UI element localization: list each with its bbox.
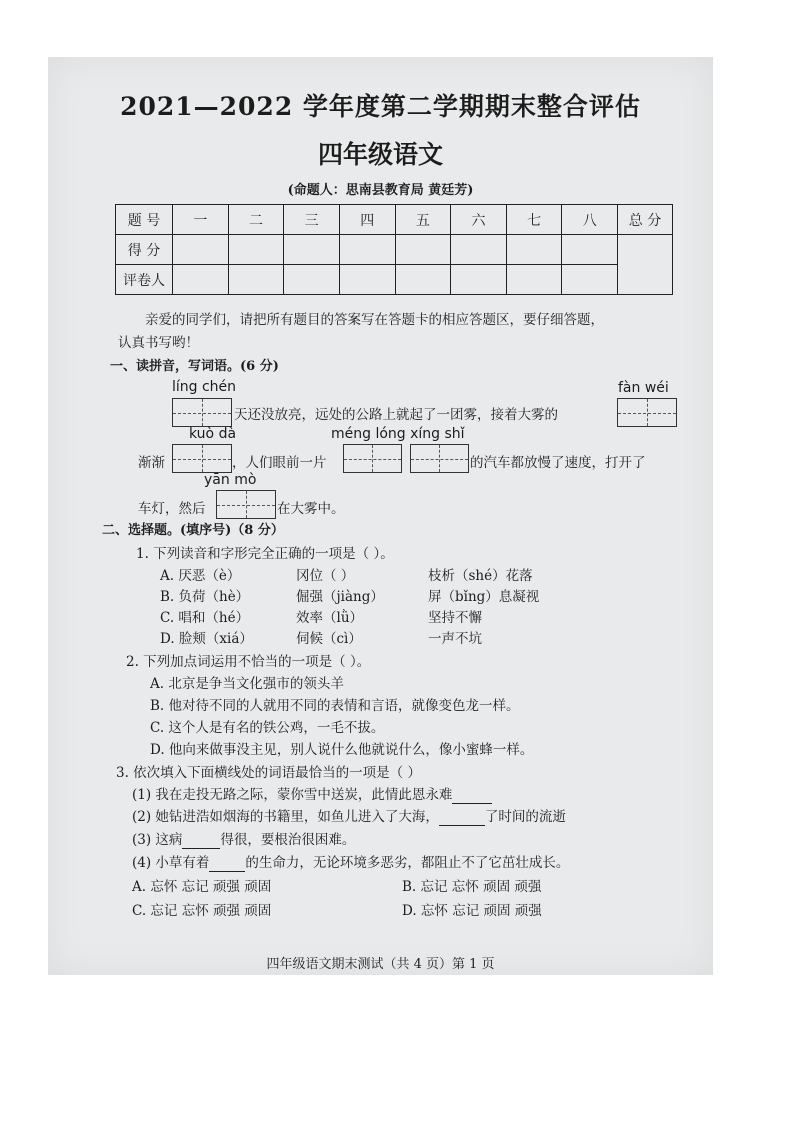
page-footer: 四年级语文期末测试（共 4 页）第 1 页 bbox=[266, 957, 495, 972]
grader-cell bbox=[284, 265, 340, 295]
q1-option-d-1: D. 脸颊（xiá） bbox=[160, 631, 253, 647]
grader-cell bbox=[506, 265, 562, 295]
q3-item-1-text: (1) 我在走投无路之际，蒙你雪中送炭，此情此恩永难 bbox=[132, 787, 453, 803]
q1-option-a-1: A. 厌恶（è） bbox=[160, 568, 241, 584]
score-cell bbox=[228, 235, 284, 265]
column-header: 六 bbox=[451, 205, 507, 235]
q1-option-d-2: 伺候（cì） bbox=[296, 631, 362, 647]
q3-item-3-tail: 得很，要根治很困难。 bbox=[220, 832, 356, 848]
q2-option-c: C. 这个人是有名的铁公鸡，一毛不拔。 bbox=[150, 720, 385, 736]
q1-option-b-1: B. 负荷（hè） bbox=[160, 589, 250, 605]
score-cell bbox=[451, 235, 507, 265]
intro-line-1: 亲爱的同学们，请把所有题目的答案写在答题卡的相应答题区，要仔细答题， bbox=[145, 312, 604, 328]
q2-option-d: D. 他向来做事没主见，别人说什么他就说什么，像小蜜蜂一样。 bbox=[150, 742, 534, 758]
row-label: 评卷人 bbox=[116, 265, 173, 295]
q3-blank-1[interactable] bbox=[452, 787, 492, 804]
q1-option-c-2: 效率（lǜ） bbox=[296, 610, 364, 626]
pinyin-yan-mo: yān mò bbox=[204, 472, 257, 488]
q1-option-b-3: 屏（bǐng）息凝视 bbox=[428, 589, 540, 605]
q3-choice-b: B. 忘记 忘怀 顽固 顽强 bbox=[402, 879, 542, 895]
passage-line-3b: 在大雾中。 bbox=[277, 501, 345, 517]
q3-item-2-text: (2) 她钻进浩如烟海的书籍里，如鱼儿进入了大海， bbox=[132, 809, 439, 825]
column-header: 五 bbox=[395, 205, 451, 235]
total-score-cell bbox=[618, 235, 673, 295]
intro-line-2: 认真书写哟！ bbox=[118, 335, 199, 351]
pinyin-kuo-da: kuò dà bbox=[189, 426, 237, 442]
exam-subtitle: 四年级语文 bbox=[317, 140, 443, 169]
score-cell bbox=[339, 235, 395, 265]
q3-blank-4[interactable] bbox=[209, 855, 245, 872]
score-cell bbox=[173, 235, 229, 265]
q1-stem: 1. 下列读音和字形完全正确的一项是（ ）。 bbox=[136, 546, 394, 562]
passage-line-2a: 渐渐 bbox=[138, 455, 165, 471]
grader-cell bbox=[228, 265, 284, 295]
row-label: 题 号 bbox=[116, 205, 173, 235]
q2-stem: 2. 下列加点词运用不恰当的一项是（ ）。 bbox=[126, 654, 371, 670]
q1-option-d-3: 一声不坑 bbox=[428, 631, 482, 647]
column-header: 四 bbox=[339, 205, 395, 235]
q1-option-a-2: 冈位（ ） bbox=[296, 568, 355, 584]
q3-item-3-text: (3) 这病 bbox=[132, 832, 183, 848]
row-label: 得 分 bbox=[116, 235, 173, 265]
score-cell bbox=[506, 235, 562, 265]
section-2-heading: 二、选择题。(填序号)（8 分） bbox=[102, 523, 284, 538]
score-table-header-row bbox=[116, 205, 673, 235]
column-header: 总 分 bbox=[618, 205, 673, 235]
grader-cell bbox=[339, 265, 395, 295]
answer-grid-kuo-da[interactable] bbox=[172, 444, 232, 473]
q1-option-c-3: 坚持不懈 bbox=[428, 610, 482, 626]
passage-line-3a: 车灯，然后 bbox=[138, 501, 206, 517]
answer-grid-yan-mo[interactable] bbox=[216, 490, 276, 519]
passage-line-2b: ，人们眼前一片 bbox=[232, 455, 327, 471]
passage-line-1: 天还没放亮，远处的公路上就起了一团雾，接着大雾的 bbox=[234, 407, 558, 423]
q2-option-a: A. 北京是争当文化强市的领头羊 bbox=[150, 676, 344, 692]
q3-item-4-tail: 的生命力，无论环境多恶劣，都阻止不了它茁壮成长。 bbox=[245, 855, 570, 871]
column-header: 三 bbox=[284, 205, 340, 235]
q3-item-2-tail: 了时间的流逝 bbox=[484, 809, 566, 825]
grader-cell bbox=[562, 265, 618, 295]
answer-grid-meng-long[interactable] bbox=[343, 444, 402, 473]
score-row bbox=[116, 235, 673, 265]
exam-title: 2021—2022 学年度第二学期期末整合评估 bbox=[120, 92, 641, 121]
column-header: 一 bbox=[173, 205, 229, 235]
q3-item-4-text: (4) 小草有着 bbox=[132, 855, 210, 871]
q1-option-b-2: 倔强（jiàng） bbox=[296, 589, 384, 605]
section-1-heading: 一、读拼音，写词语。(6 分) bbox=[110, 359, 279, 374]
pinyin-ling-chen: líng chén bbox=[172, 379, 237, 395]
q3-blank-3[interactable] bbox=[182, 832, 220, 849]
pinyin-fan-wei: fàn wéi bbox=[618, 380, 669, 396]
score-cell bbox=[284, 235, 340, 265]
q3-item-2 bbox=[132, 805, 566, 826]
q3-stem: 3. 依次填入下面横线处的词语最恰当的一项是（ ） bbox=[116, 765, 421, 781]
grader-cell bbox=[395, 265, 451, 295]
answer-grid-ling-chen[interactable] bbox=[172, 398, 232, 427]
answer-grid-xing-shi[interactable] bbox=[410, 444, 469, 473]
q1-option-a-3: 枝析（shé）花落 bbox=[428, 568, 533, 584]
q3-choice-c: C. 忘记 忘怀 顽强 顽固 bbox=[132, 903, 272, 919]
q3-choice-d: D. 忘怀 忘记 顽固 顽强 bbox=[402, 903, 542, 919]
grader-cell bbox=[451, 265, 507, 295]
pinyin-meng-long-xing-shi: méng lóng xíng shǐ bbox=[331, 426, 465, 442]
score-cell bbox=[562, 235, 618, 265]
grader-cell bbox=[173, 265, 229, 295]
q3-item-4 bbox=[132, 851, 569, 872]
score-cell bbox=[395, 235, 451, 265]
exam-page bbox=[48, 57, 713, 975]
grader-row bbox=[116, 265, 673, 295]
q2-option-b: B. 他对待不同的人就用不同的表情和言语，就像变色龙一样。 bbox=[150, 698, 520, 714]
column-header: 七 bbox=[506, 205, 562, 235]
score-table bbox=[115, 204, 673, 295]
exam-author: (命题人：思南县教育局 黄廷芳) bbox=[287, 183, 474, 198]
q3-blank-2[interactable] bbox=[439, 809, 485, 826]
answer-grid-fan-wei[interactable] bbox=[617, 398, 677, 427]
q3-choice-a: A. 忘怀 忘记 顽强 顽固 bbox=[132, 879, 272, 895]
q3-item-1 bbox=[132, 783, 492, 804]
column-header: 二 bbox=[228, 205, 284, 235]
q3-item-3 bbox=[132, 828, 355, 849]
passage-line-2c: 的汽车都放慢了速度，打开了 bbox=[470, 455, 646, 471]
column-header: 八 bbox=[562, 205, 618, 235]
q1-option-c-1: C. 唱和（hé） bbox=[160, 610, 250, 626]
